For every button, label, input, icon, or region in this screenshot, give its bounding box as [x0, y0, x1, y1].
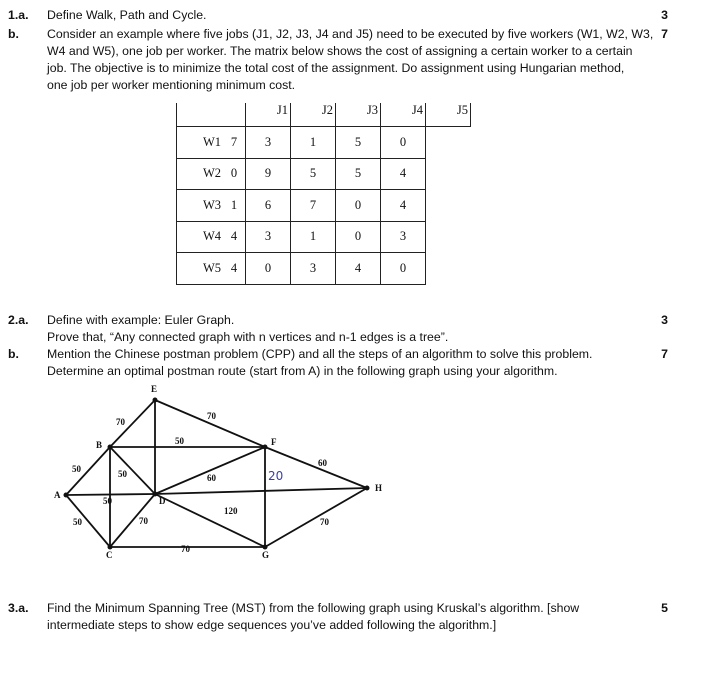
cell: 0 [336, 221, 381, 253]
node-label-a: A [54, 490, 61, 500]
node-label-d: D [159, 496, 166, 506]
table-header-j2: J2 [291, 103, 336, 127]
cell: 4 [223, 221, 246, 253]
table-row [177, 127, 471, 159]
cell: 5 [336, 158, 381, 190]
node-g-dot [263, 545, 268, 550]
q2b-number: b. [8, 347, 19, 361]
edge-e-f [155, 400, 265, 447]
q2b-marks: 7 [661, 347, 668, 361]
weight-b-f: 50 [175, 436, 184, 446]
cell: 4 [381, 190, 426, 222]
cell: 6 [246, 190, 291, 222]
q2b-line-2: Determine an optimal postman route (start from A) in the following graph using your algorithm. [47, 364, 558, 378]
edge-g-h [265, 488, 367, 547]
q1b-line-1: Consider an example where five jobs (J1, J2, J3, J4 and J5) need to be executed by five workers (W1, W2, W3, [47, 27, 654, 41]
cell: 1 [291, 127, 336, 159]
node-d-dot [153, 492, 158, 497]
weight-f-g-handwritten: 20 [268, 469, 284, 483]
table-row [177, 158, 471, 190]
row-label-w1: W1 [177, 127, 224, 159]
weight-c-d: 70 [139, 516, 148, 526]
cell: 0 [381, 127, 426, 159]
q1b-marks: 7 [661, 27, 668, 41]
cell: 4 [223, 253, 246, 285]
weight-b-e: 70 [116, 417, 125, 427]
q1a-marks: 3 [661, 8, 668, 22]
node-label-b: B [96, 440, 103, 450]
weight-g-h: 70 [320, 517, 329, 527]
cell: 3 [246, 221, 291, 253]
node-label-f: F [271, 437, 277, 447]
table-header-row [177, 103, 471, 127]
cell: 4 [336, 253, 381, 285]
table-header-j1: J1 [246, 103, 291, 127]
cell: 4 [381, 158, 426, 190]
weight-f-h: 60 [318, 458, 327, 468]
cell: 7 [291, 190, 336, 222]
cell: 0 [381, 253, 426, 285]
edge-d-h [155, 488, 367, 494]
row-label-w3: W3 [177, 190, 224, 222]
edge-b-d [110, 447, 155, 494]
q2a-line-2: Prove that, “Any connected graph with n vertices and n-1 edges is a tree”. [47, 330, 449, 344]
row-label-w5: W5 [177, 253, 224, 285]
weight-a-d: 50 [103, 496, 112, 506]
postman-graph [0, 380, 420, 560]
node-e-dot [153, 398, 158, 403]
cell: 3 [291, 253, 336, 285]
table-row [177, 221, 471, 253]
table-row [177, 253, 471, 285]
edge-c-d [110, 494, 155, 547]
cell: 7 [223, 127, 246, 159]
q1a-text: Define Walk, Path and Cycle. [47, 8, 207, 22]
q2a-marks: 3 [661, 313, 668, 327]
weight-c-g: 70 [181, 544, 190, 554]
cell: 0 [223, 158, 246, 190]
cell: 5 [336, 127, 381, 159]
weight-d-g: 120 [224, 506, 238, 516]
node-h-dot [365, 486, 370, 491]
cell: 1 [291, 221, 336, 253]
table-header-j3: J3 [336, 103, 381, 127]
cell: 1 [223, 190, 246, 222]
cell: 0 [336, 190, 381, 222]
node-label-c: C [106, 550, 113, 560]
q2b-line-1: Mention the Chinese postman problem (CPP) and all the steps of an algorithm to solve this problem. [47, 347, 593, 361]
weight-a-c: 50 [73, 517, 82, 527]
node-label-e: E [151, 384, 158, 394]
node-f-dot [263, 445, 268, 450]
table-header-j4: J4 [381, 103, 426, 127]
cost-matrix-table [176, 103, 471, 285]
weight-b-d: 50 [118, 469, 127, 479]
cell: 9 [246, 158, 291, 190]
table-row [177, 190, 471, 222]
q2a-line-1: Define with example: Euler Graph. [47, 313, 235, 327]
row-label-w2: W2 [177, 158, 224, 190]
q3a-number: 3.a. [8, 601, 29, 615]
node-c-dot [108, 545, 113, 550]
q1b-line-4: one job per worker mentioning minimum cost. [47, 78, 296, 92]
weight-d-f: 60 [207, 473, 216, 483]
table-corner [177, 103, 246, 127]
edge-d-f [155, 447, 265, 494]
q3-line-2: intermediate steps to show edge sequences you’ve added following the algorithm.] [47, 618, 497, 632]
q3-marks: 5 [661, 601, 668, 615]
q3-line-1: Find the Minimum Spanning Tree (MST) from the following graph using Kruskal’s algorithm. [show [47, 601, 580, 615]
q1a-number: 1.a. [8, 8, 29, 22]
q1b-line-2: W4 and W5), one job per worker. The matrix below shows the cost of assigning a certain worker to a certain [47, 44, 633, 58]
table-header-j5: J5 [426, 103, 471, 127]
weight-a-b: 50 [72, 464, 81, 474]
row-label-w4: W4 [177, 221, 224, 253]
node-label-g: G [262, 550, 270, 560]
cell: 3 [381, 221, 426, 253]
weight-e-f: 70 [207, 411, 216, 421]
cell: 3 [246, 127, 291, 159]
node-b-dot [108, 445, 113, 450]
node-label-h: H [375, 483, 383, 493]
q1b-number: b. [8, 27, 19, 41]
q2a-number: 2.a. [8, 313, 29, 327]
cell: 5 [291, 158, 336, 190]
edge-d-g [155, 494, 265, 547]
node-a-dot [64, 493, 69, 498]
q1b-line-3: job. The objective is to minimize the total cost of the assignment. Do assignment using Hungarian method, [47, 61, 625, 75]
cell: 0 [246, 253, 291, 285]
